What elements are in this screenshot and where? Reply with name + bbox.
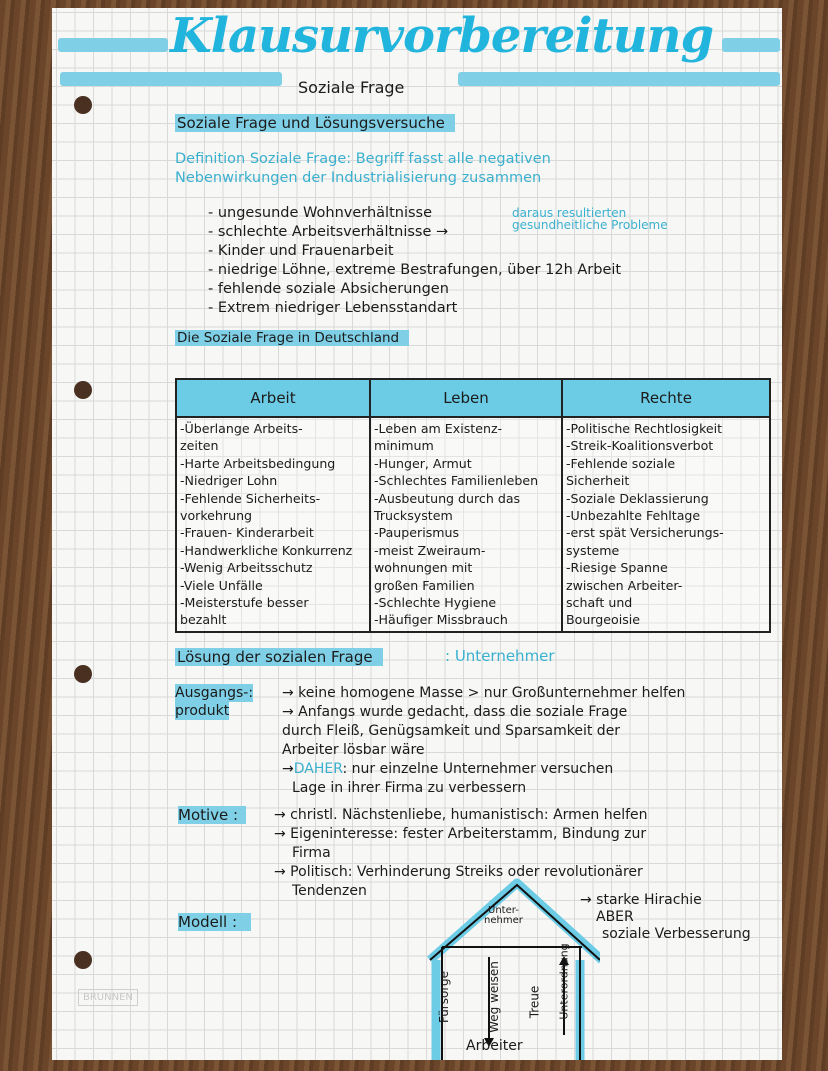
list-item: - Kinder und Frauenarbeit: [208, 243, 394, 259]
table-cell: [176, 417, 370, 632]
social-question-table: [175, 378, 771, 633]
table-cell: [370, 417, 562, 632]
cell-line: systeme: [566, 542, 620, 558]
treue-label: Treue: [527, 985, 542, 1019]
definition-line: Definition Soziale Frage: Begriff fasst alle negativen: [175, 151, 551, 167]
cell-line: -Handwerkliche Konkurrenz: [180, 542, 353, 558]
cell-line: -Meisterstufe besser: [180, 595, 309, 611]
cell-line: schaft und: [566, 595, 633, 611]
subtitle-bar-left: [60, 72, 282, 86]
note-line: ABER: [596, 909, 634, 925]
cell-line: minimum: [374, 438, 434, 454]
ausgang-lines: → keine homogene Masse > nur Großunternehmer helfen → Anfangs wurde gedacht, dass die soziale Frage durch Fleiß, Genügsamkeit und Sparsamkeit der Arbeiter lösbar wäre →DAHER: nur einzelne Unternehmer versuchen Lage in ihrer Firma zu verbessern: [282, 685, 686, 796]
text-line: → Eigeninteresse: fester Arbeiterstamm, Bindung zur: [274, 826, 647, 842]
list-item: - Extrem niedriger Lebensstandart: [208, 300, 458, 316]
title-underline-left: [58, 38, 168, 52]
section-heading: Lösung der sozialen Frage: [175, 648, 383, 666]
cell-line: -Wenig Arbeitsschutz: [180, 560, 313, 576]
cell-line: -Riesige Spanne: [566, 560, 668, 576]
unterordnung-label: Unterordnung: [557, 943, 571, 1020]
weg-weisen-label: Weg weisen: [486, 961, 501, 1033]
title-underline-right: [722, 38, 780, 52]
column-header: Arbeit: [176, 379, 370, 417]
text-line: : nur einzelne Unternehmer versuchen: [342, 761, 614, 777]
note-line: soziale Verbesserung: [602, 926, 751, 942]
modell-label: Modell :: [178, 913, 251, 931]
section-subheading: : Unternehmer: [445, 647, 555, 665]
cell-line: wohnungen mit: [374, 560, 473, 576]
cell-line: -Ausbeutung durch das: [374, 490, 521, 506]
arbeiter-label: Arbeiter: [466, 1038, 523, 1054]
text-line: Arbeiter lösbar wäre: [282, 742, 425, 758]
side-note: [512, 207, 668, 231]
note-line: gesundheitliche Probleme: [512, 218, 668, 232]
cell-line: -Fehlende soziale: [566, 455, 676, 471]
cell-line: -Pauperismus: [374, 525, 460, 541]
fuersorge-label: Fürsorge: [437, 970, 452, 1024]
table-cell: [562, 417, 770, 632]
cell-line: -Häufiger Missbrauch: [374, 612, 508, 628]
label-line: produkt: [175, 703, 230, 719]
list-item: - fehlende soziale Absicherungen: [208, 281, 449, 297]
cell-line: -Viele Unfälle: [180, 577, 263, 593]
cell-line: -Niedriger Lohn: [180, 473, 278, 489]
list-item: - ungesunde Wohnverhältnisse: [208, 205, 432, 221]
text-line: Lage in ihrer Firma zu verbessern: [292, 780, 527, 796]
page-title: Klausurvorbereitung: [170, 8, 714, 64]
motive-label: Motive :: [178, 806, 246, 824]
daher-label: DAHER: [293, 761, 343, 777]
section-heading: Die Soziale Frage in Deutschland: [175, 330, 409, 346]
text-line: durch Fleiß, Genügsamkeit und Sparsamkeit der: [282, 723, 621, 739]
cell-line: -Streik-Koalitionsverbot: [566, 438, 714, 454]
roof-label-line: nehmer: [484, 915, 523, 926]
label-line: Ausgangs-:: [175, 685, 254, 701]
text-line: → Politisch: Verhinderung Streiks oder revolutionärer: [274, 864, 643, 880]
punch-hole: [74, 381, 92, 399]
cell-line: -Soziale Deklassierung: [566, 490, 709, 506]
text-line: Firma: [292, 845, 331, 861]
punch-hole: [74, 951, 92, 969]
cell-line: vorkehrung: [180, 508, 253, 524]
column-header: Leben: [370, 379, 562, 417]
page-subtitle: Soziale Frage: [298, 78, 405, 97]
cell-line: -Schlechtes Familienleben: [374, 473, 539, 489]
cell-line: -meist Zweiraum-: [374, 542, 486, 558]
cell-line: -Unbezahlte Fehltage: [566, 508, 701, 524]
column-header: Rechte: [562, 379, 770, 417]
punch-hole: [74, 665, 92, 683]
cell-line: zeiten: [180, 438, 219, 454]
cell-line: -Leben am Existenz-: [374, 421, 503, 436]
note-line: → starke Hirachie: [580, 892, 702, 908]
cell-line: Trucksystem: [374, 508, 453, 524]
list-item: - niedrige Löhne, extreme Bestrafungen, über 12h Arbeit: [208, 262, 622, 278]
text-line: Tendenzen: [292, 883, 367, 899]
house-model-diagram: [420, 875, 600, 1060]
cell-line: -Fehlende Sicherheits-: [180, 490, 321, 506]
cell-line: -erst spät Versicherungs-: [566, 525, 724, 541]
text-line: → christl. Nächstenliebe, humanistisch: Armen helfen: [274, 807, 648, 823]
cell-line: großen Familien: [374, 577, 475, 593]
roof-label-line: Unter-: [488, 905, 519, 916]
paper-brand-logo: BRUNNEN: [78, 989, 138, 1006]
section-heading: Soziale Frage und Lösungsversuche: [175, 114, 455, 132]
note-line: daraus resultierten: [512, 206, 627, 220]
cell-line: zwischen Arbeiter-: [566, 577, 683, 593]
cell-line: -Politische Rechtlosigkeit: [566, 421, 723, 436]
cell-line: -Frauen- Kinderarbeit: [180, 525, 314, 541]
cell-line: -Überlange Arbeits-: [180, 421, 303, 436]
subtitle-bar-right: [458, 72, 780, 86]
model-notes: [580, 892, 751, 943]
ausgang-label: [175, 684, 253, 720]
table-row: [176, 417, 770, 632]
definition-line: Nebenwirkungen der Industrialisierung zusammen: [175, 170, 542, 186]
cell-line: -Schlechte Hygiene: [374, 595, 497, 611]
cell-line: -Hunger, Armut: [374, 455, 472, 471]
roof-label: [484, 906, 523, 926]
cell-line: bezahlt: [180, 612, 227, 628]
cell-line: -Harte Arbeitsbedingung: [180, 455, 336, 471]
punch-hole: [74, 96, 92, 114]
cell-line: Sicherheit: [566, 473, 630, 489]
cell-line: Bourgeoisie: [566, 612, 641, 628]
text-line: → keine homogene Masse > nur Großunternehmer helfen: [282, 685, 686, 701]
list-item: - schlechte Arbeitsverhältnisse →: [208, 224, 449, 240]
definition-text: [175, 150, 551, 188]
text-line: → Anfangs wurde gedacht, dass die soziale Frage: [282, 704, 628, 720]
